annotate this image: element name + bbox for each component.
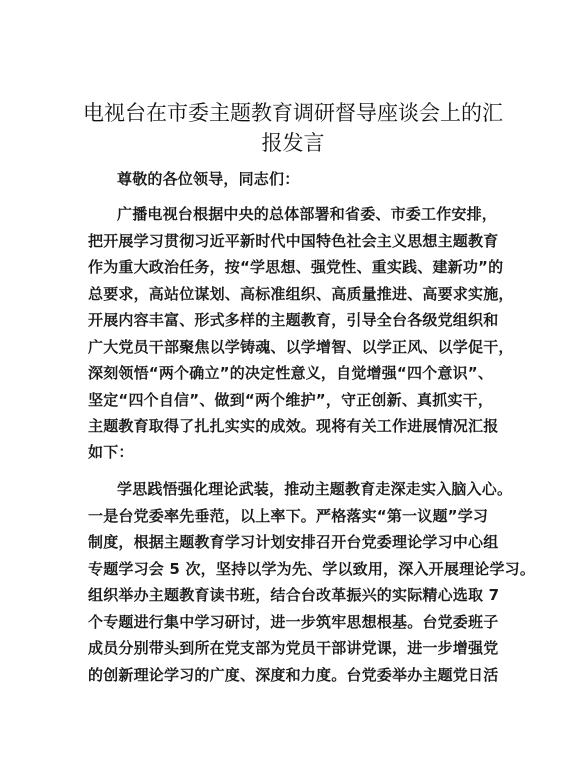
paragraph-1-line: 广播电视台根据中央的总体部署和省委、市委工作安排，	[117, 205, 498, 223]
paragraph-2-line: 专题学习会 5 次，坚持以学为先、学以致用，深入开展理论学习。	[88, 560, 536, 578]
paragraph-1-line: 把开展学习贯彻习近平新时代中国特色社会主义思想主题教育	[88, 232, 499, 250]
paragraph-2-line: 个专题进行集中学习研讨，进一步筑牢思想根基。台党委班子	[88, 613, 499, 631]
paragraph-1-line: 主题教育取得了扎扎实实的成效。现将有关工作进展情况汇报	[88, 417, 499, 435]
paragraph-2-line: 成员分别带头到所在党支部为党员干部讲党课，进一步增强党	[88, 639, 499, 657]
document-title-line-1: 电视台在市委主题教育调研督导座谈会上的汇	[83, 101, 503, 125]
paragraph-1-line: 坚定“四个自信”、做到“两个维护”，守正创新、真抓实干，	[88, 391, 494, 409]
salutation: 尊敬的各位领导，同志们：	[117, 170, 300, 188]
paragraph-1-line: 深刻领悟“两个确立”的决定性意义，自觉增强“四个意识”、	[88, 364, 494, 382]
paragraph-1-line: 如下：	[88, 443, 134, 461]
paragraph-2-line: 制度，根据主题教育学习计划安排召开台党委理论学习中心组	[88, 533, 499, 551]
paragraph-1-line: 作为重大政治任务，按“学思想、强党性、重实践、建新功”的	[88, 258, 504, 276]
paragraph-1-line: 广大党员干部聚焦以学铸魂、以学增智、以学正风、以学促干，	[88, 338, 514, 356]
paragraph-1-line: 总要求，高站位谋划、高标准组织、高质量推进、高要求实施，	[88, 285, 514, 303]
paragraph-2-line: 一是台党委率先垂范，以上率下。严格落实“第一议题”学习	[88, 507, 489, 525]
document-title-line-2: 报发言	[261, 131, 325, 155]
paragraph-2-line: 的创新理论学习的广度、深度和力度。台党委举办主题党日活	[88, 666, 499, 684]
paragraph-2-line: 学思践悟强化理论武装，推动主题教育走深走实入脑入心。	[117, 480, 513, 498]
paragraph-2-line: 组织举办主题教育读书班，结合台改革振兴的实际精心选取 7	[88, 586, 500, 604]
paragraph-1-line: 开展内容丰富、形式多样的主题教育，引导全台各级党组织和	[88, 311, 499, 329]
